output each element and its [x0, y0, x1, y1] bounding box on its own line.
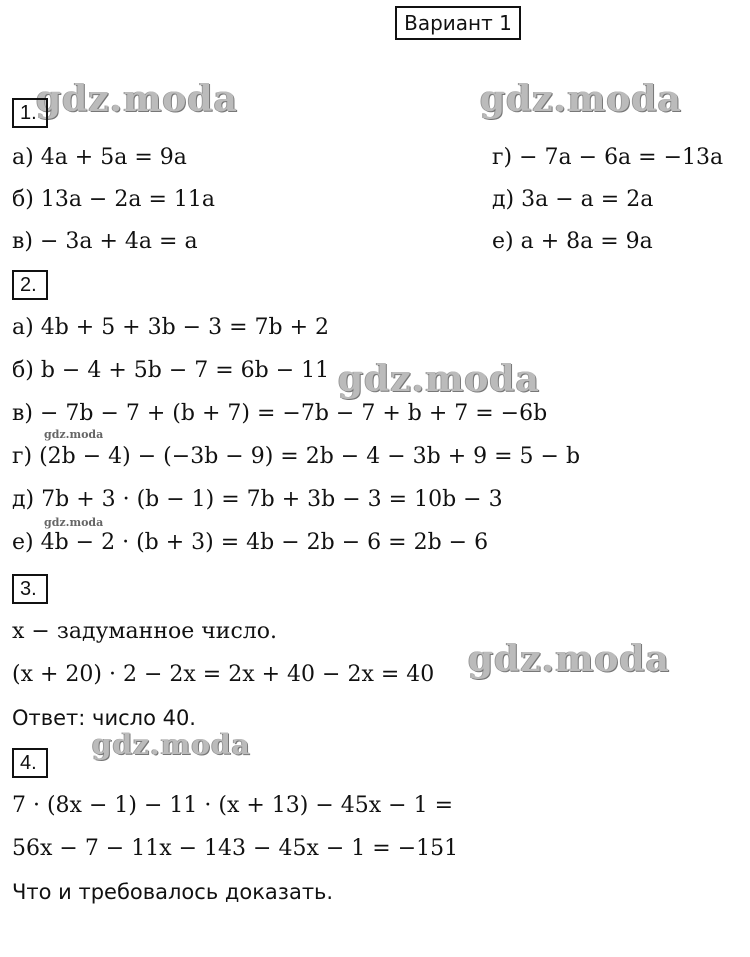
task2-item: г) (2b − 4) − (−3b − 9) = 2b − 4 − 3b + 9 = 5 − b: [12, 444, 581, 469]
task-number-4: 4.: [12, 748, 48, 778]
task-number-2: 2.: [12, 270, 48, 300]
task2-item: а) 4b + 5 + 3b − 3 = 7b + 2: [12, 315, 330, 340]
watermark-small: gdz.moda: [44, 516, 104, 529]
task3-line: (x + 20) · 2 − 2x = 2x + 40 − 2x = 40: [12, 662, 435, 687]
task-number-1: 1.: [12, 98, 48, 128]
task1-item: б) 13a − 2a = 11a: [12, 187, 215, 212]
watermark-small: gdz.moda: [44, 428, 104, 441]
task4-conclusion: Что и требовалось доказать.: [12, 880, 334, 904]
watermark: gdz.moda: [92, 728, 251, 761]
task1-item: г) − 7a − 6a = −13a: [492, 145, 724, 170]
task1-item: в) − 3a + 4a = a: [12, 229, 198, 254]
task1-item: е) a + 8a = 9a: [492, 229, 653, 254]
task2-item: в) − 7b − 7 + (b + 7) = −7b − 7 + b + 7 = −6b: [12, 401, 548, 426]
task3-line: x − задуманное число.: [12, 619, 277, 644]
task2-item: д) 7b + 3 · (b − 1) = 7b + 3b − 3 = 10b − 3: [12, 487, 503, 512]
watermark: gdz.moda: [36, 78, 238, 120]
task3-answer: Ответ: число 40.: [12, 706, 196, 730]
task1-item: д) 3a − a = 2a: [492, 187, 654, 212]
watermark: gdz.moda: [480, 78, 682, 120]
variant-title: Вариант 1: [395, 6, 521, 40]
watermark: gdz.moda: [468, 638, 670, 680]
task2-item: б) b − 4 + 5b − 7 = 6b − 11: [12, 358, 330, 383]
watermark: gdz.moda: [338, 358, 540, 400]
task-number-3: 3.: [12, 574, 48, 604]
task1-item: а) 4a + 5a = 9a: [12, 145, 187, 170]
task4-line: 7 · (8x − 1) − 11 · (x + 13) − 45x − 1 =: [12, 793, 454, 818]
task4-line: 56x − 7 − 11x − 143 − 45x − 1 = −151: [12, 836, 459, 861]
task2-item: е) 4b − 2 · (b + 3) = 4b − 2b − 6 = 2b − 6: [12, 530, 489, 555]
